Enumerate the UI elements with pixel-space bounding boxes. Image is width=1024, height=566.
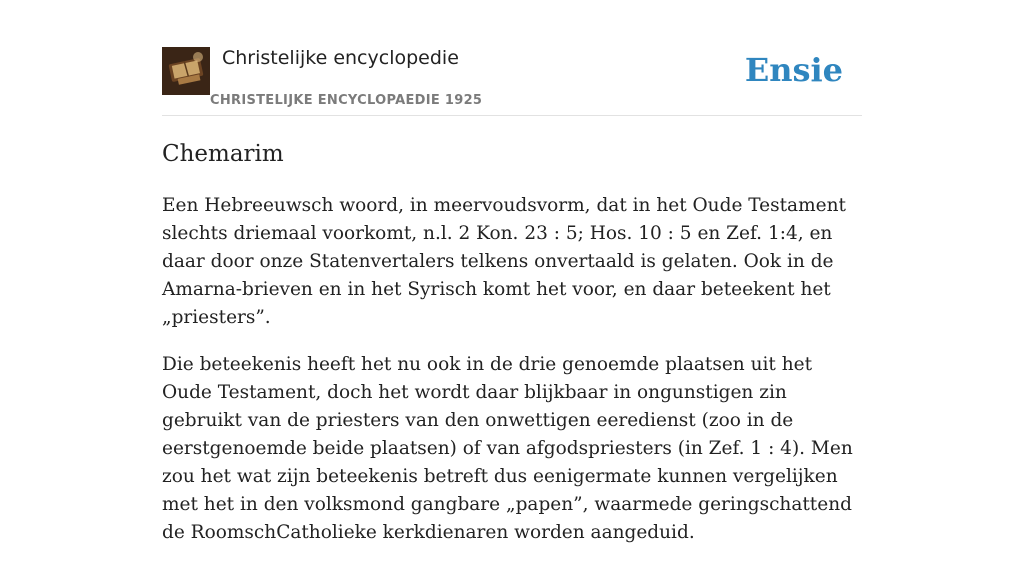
source-avatar[interactable] [162, 47, 210, 95]
header-divider [162, 115, 862, 116]
book-photo-icon [162, 47, 210, 95]
brand-logo[interactable]: Ensie [744, 51, 843, 89]
article-body [162, 192, 862, 566]
article-paragraph: Die beteekenis heeft het nu ook in de drie genoemde plaatsen uit het Oude Testament, doch het wordt daar blijkbaar in ongunstigen zin gebruikt van de priesters van den onwettigen eeredienst (zoo in de eerstgenoemde beide plaatsen) of van afgodspriesters (in Zef. 1 : 4). Men zou het wat zijn beteekenis betreft dus eenigermate kunnen vergelijken met het in den volksmond gangbare „papen”, waarmede geringschattend de RoomschCatholieke kerkdienaren worden aangeduid. [162, 354, 853, 543]
article-title: Chemarim [162, 141, 284, 167]
source-title[interactable]: Christelijke encyclopedie [222, 47, 459, 69]
article-paragraph: Een Hebreeuwsch woord, in meervoudsvorm, dat in het Oude Testament slechts driemaal voorkomt, n.l. 2 Kon. 23 : 5; Hos. 10 : 5 en Zef. 1:4, en daar door onze Statenvertalers telkens onvertaald is gelaten. Ook in de Amarna-brieven en in het Syrisch komt het voor, en daar beteekent het „priesters”. [162, 195, 846, 328]
source-subtitle: CHRISTELIJKE ENCYCLOPAEDIE 1925 [210, 93, 483, 108]
